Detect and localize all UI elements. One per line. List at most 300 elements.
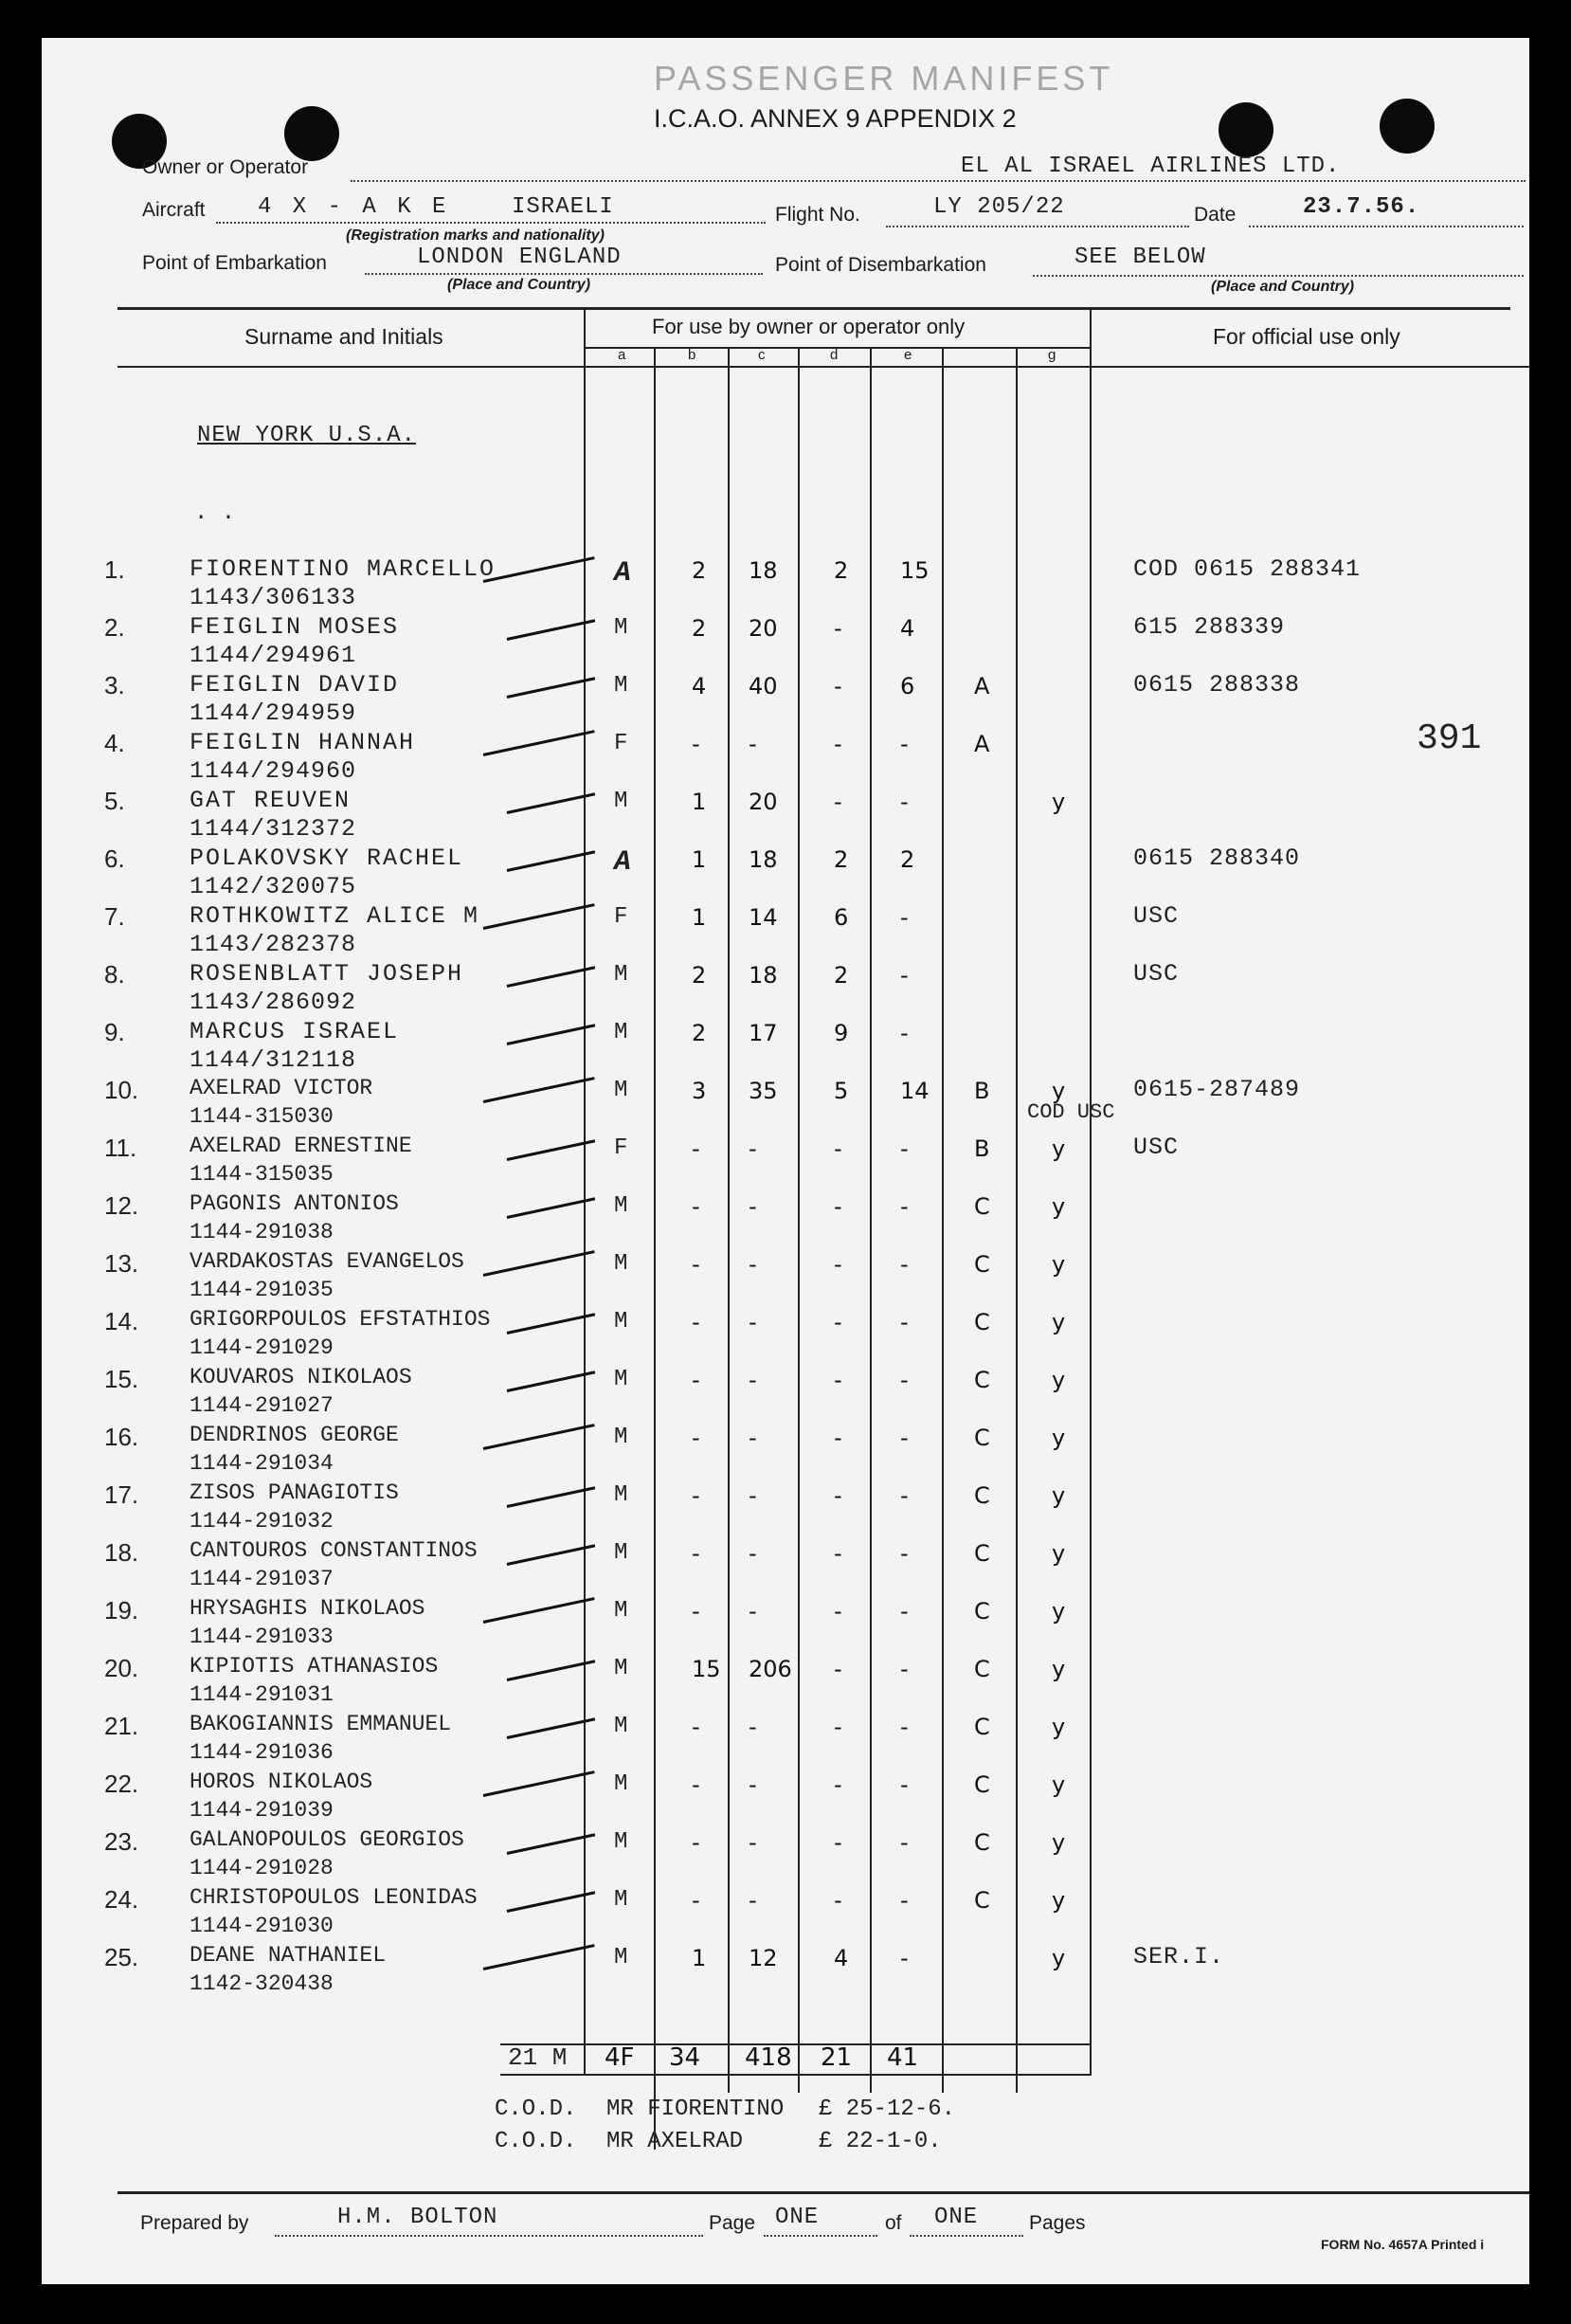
prepared-dotline [275, 2235, 703, 2237]
cell-col-g: y [1052, 1945, 1066, 1971]
cell-col-a: M [614, 1367, 628, 1392]
passenger-name: FEIGLIN HANNAH [190, 729, 416, 756]
table-header-rule [117, 366, 1529, 368]
official-note: SER.I. [1133, 1943, 1225, 1970]
cell-col-d: 6 [834, 904, 849, 931]
cell-col-a: M [614, 1656, 628, 1681]
cell-col-f: A [974, 673, 990, 699]
cell-col-g: y [1052, 1078, 1066, 1104]
destination-heading: NEW YORK U.S.A. [197, 423, 417, 448]
col-line-5 [870, 349, 872, 2093]
cell-col-b: 4 [692, 673, 707, 699]
cell-col-d: 9 [834, 1020, 849, 1046]
punch-hole-right-2 [1380, 99, 1435, 154]
cell-col-c: 20 [749, 789, 778, 815]
cell-col-a: F [614, 731, 628, 756]
cell-col-c: - [749, 1251, 757, 1278]
cell-col-c: 35 [749, 1078, 778, 1104]
cell-col-c: - [749, 731, 757, 757]
cell-col-g: y [1052, 789, 1066, 815]
cell-col-c: 14 [749, 904, 778, 931]
row-number: 13. [104, 1249, 139, 1278]
cell-col-e: - [900, 1771, 909, 1798]
subcol-letter: a [618, 347, 626, 363]
cell-col-d: - [834, 1887, 842, 1914]
passenger-name: HRYSAGHIS NIKOLAOS [190, 1596, 425, 1621]
row-number: 15. [104, 1365, 139, 1393]
passenger-ticket-id: 1144-291028 [190, 1856, 334, 1880]
cell-col-g: y [1052, 1887, 1066, 1914]
cell-col-g: y [1052, 1309, 1066, 1335]
passenger-ticket-id: 1144-315035 [190, 1162, 334, 1187]
cell-col-c: - [749, 1771, 757, 1798]
cell-col-g: y [1052, 1714, 1066, 1740]
cell-col-f: C [974, 1887, 990, 1914]
cell-col-g: y [1052, 1829, 1066, 1856]
passenger-name: FEIGLIN DAVID [190, 671, 400, 699]
cell-col-c: - [749, 1425, 757, 1451]
cell-col-a: M [614, 1771, 628, 1797]
date-value: 23.7.56. [1303, 194, 1420, 220]
cell-col-b: 2 [692, 962, 707, 989]
row-number: 11. [104, 1134, 137, 1162]
passenger-ticket-id: 1144/294960 [190, 757, 357, 785]
cell-col-c: - [749, 1540, 757, 1567]
cell-col-b: 1 [692, 846, 707, 873]
passenger-ticket-id: 1144-291029 [190, 1335, 334, 1360]
cell-col-b: - [692, 1540, 700, 1567]
row-number: 16. [104, 1423, 139, 1451]
disembarkation-dotline [1033, 275, 1524, 277]
cell-col-g: y [1052, 1771, 1066, 1798]
flight-number: LY 205/22 [933, 194, 1065, 220]
cell-col-d: - [834, 615, 842, 642]
row-number: 3. [104, 671, 125, 699]
table-top-rule [117, 307, 1510, 310]
total-col-c: 418 [745, 2043, 792, 2072]
cell-col-e: - [900, 1367, 909, 1393]
passenger-name: GAT REUVEN [190, 787, 352, 814]
cod-amount: £ 22-1-0. [819, 2129, 942, 2154]
col-line-1 [584, 309, 586, 2074]
cell-col-c: 40 [749, 673, 778, 699]
cell-col-b: - [692, 1135, 700, 1162]
passenger-ticket-id: 1144/312372 [190, 815, 357, 843]
cell-col-d: - [834, 673, 842, 699]
cell-col-d: 2 [834, 962, 849, 989]
passenger-ticket-id: 1144-291037 [190, 1567, 334, 1591]
subcol-letter: b [688, 347, 696, 363]
aircraft-registration: 4 X - A K E [258, 194, 450, 220]
cell-col-f: C [974, 1193, 990, 1220]
prepared-by-label: Prepared by [140, 2212, 249, 2234]
cell-col-d: - [834, 1540, 842, 1567]
prepared-by-value: H.M. BOLTON [337, 2205, 498, 2230]
cell-col-g: y [1052, 1135, 1066, 1162]
cell-col-e: - [900, 1598, 909, 1625]
passenger-name: KOUVAROS NIKOLAOS [190, 1365, 412, 1389]
row-number: 22. [104, 1770, 139, 1798]
passenger-ticket-id: 1144/312118 [190, 1046, 357, 1074]
cell-col-b: - [692, 1193, 700, 1220]
row-number: 8. [104, 960, 125, 989]
row-number: 21. [104, 1712, 139, 1740]
cell-col-e: - [900, 1482, 909, 1509]
place-note-left: (Place and Country) [447, 277, 591, 293]
subcol-letter: e [904, 347, 912, 363]
total-col-d: 21 [821, 2043, 853, 2072]
col-line-3 [728, 349, 730, 2093]
footer-rule [117, 2191, 1529, 2194]
cell-col-d: 5 [834, 1078, 849, 1104]
embarkation-label: Point of Embarkation [142, 252, 327, 274]
cell-col-c: 18 [749, 846, 778, 873]
cell-col-f: C [974, 1598, 990, 1625]
cell-col-d: - [834, 1771, 842, 1798]
cell-col-f: B [974, 1135, 990, 1162]
passenger-name: POLAKOVSKY RACHEL [190, 844, 464, 872]
cell-col-b: - [692, 1887, 700, 1914]
cell-col-e: - [900, 1020, 909, 1046]
passenger-ticket-id: 1144/294959 [190, 699, 357, 727]
cell-col-d: - [834, 1193, 842, 1220]
row-number: 14. [104, 1307, 139, 1335]
cell-col-b: - [692, 1598, 700, 1625]
cell-col-e: - [900, 1135, 909, 1162]
cell-col-a: M [614, 1020, 628, 1045]
passenger-ticket-id: 1144-291030 [190, 1914, 334, 1938]
cell-col-b: 2 [692, 615, 707, 642]
cell-col-b: - [692, 1829, 700, 1856]
row-number: 6. [104, 844, 125, 873]
cell-col-c: - [749, 1309, 757, 1335]
cell-col-c: 18 [749, 962, 778, 989]
cell-col-a: A [614, 557, 632, 590]
cell-col-e: - [900, 1656, 909, 1682]
passenger-ticket-id: 1144-291032 [190, 1509, 334, 1534]
of-label: of [885, 2212, 902, 2234]
cell-col-e: 6 [900, 673, 915, 699]
cell-col-b: 1 [692, 1945, 707, 1971]
owner-label: Owner or Operator [142, 156, 309, 178]
cell-col-c: - [749, 1714, 757, 1740]
of-dotline [910, 2235, 1023, 2237]
official-note: 0615 288338 [1133, 671, 1301, 699]
row-number: 24. [104, 1885, 139, 1914]
col-line-2 [654, 349, 656, 2150]
cell-col-b: - [692, 1771, 700, 1798]
cell-col-a: M [614, 962, 628, 988]
subcol-letter: d [830, 347, 839, 363]
passenger-ticket-id: 1144-315030 [190, 1104, 334, 1129]
passenger-ticket-id: 1143/286092 [190, 989, 357, 1016]
cell-col-e: - [900, 1309, 909, 1335]
form-title: PASSENGER MANIFEST [654, 59, 1114, 98]
aircraft-nationality: ISRAELI [512, 194, 614, 220]
cod-amount: £ 25-12-6. [819, 2097, 956, 2122]
cell-col-b: - [692, 1367, 700, 1393]
cell-col-c: - [749, 1598, 757, 1625]
cell-col-b: - [692, 1714, 700, 1740]
page-dotline [764, 2235, 877, 2237]
cell-col-d: - [834, 1482, 842, 1509]
official-note: USC [1133, 1134, 1180, 1161]
cell-col-a: M [614, 789, 628, 814]
cell-col-f: C [974, 1425, 990, 1451]
cell-col-b: 1 [692, 904, 707, 931]
cell-col-a: M [614, 1251, 628, 1277]
cell-col-c: 20 [749, 615, 778, 642]
cell-col-b: 2 [692, 1020, 707, 1046]
row-number: 17. [104, 1480, 139, 1509]
row-number: 18. [104, 1538, 139, 1567]
passenger-name: HOROS NIKOLAOS [190, 1770, 373, 1794]
cell-col-c: - [749, 1829, 757, 1856]
col-line-6 [942, 349, 944, 2093]
cell-col-d: 2 [834, 846, 849, 873]
page-value: ONE [775, 2205, 820, 2230]
cell-col-d: - [834, 1367, 842, 1393]
official-note: 0615 288340 [1133, 844, 1301, 872]
cell-col-a: M [614, 1829, 628, 1855]
cell-col-a: M [614, 1887, 628, 1913]
cell-col-a: F [614, 1135, 628, 1161]
form-subtitle: I.C.A.O. ANNEX 9 APPENDIX 2 [654, 104, 1017, 133]
cod-label: C.O.D. [495, 2097, 577, 2122]
page-label: Page [709, 2212, 756, 2234]
cod-name: MR AXELRAD [606, 2129, 744, 2154]
cell-col-d: - [834, 1598, 842, 1625]
total-col-b: 34 [669, 2043, 701, 2072]
cell-col-a: M [614, 1598, 628, 1624]
embarkation-dotline [365, 273, 763, 275]
punch-hole-left-2 [284, 106, 339, 161]
embarkation-value: LONDON ENGLAND [417, 245, 622, 270]
passenger-name: DENDRINOS GEORGE [190, 1423, 399, 1447]
row-number: 12. [104, 1191, 139, 1220]
cell-col-e: - [900, 731, 909, 757]
official-note-2: COD USC [1027, 1100, 1115, 1124]
cell-col-e: - [900, 1193, 909, 1220]
totals-bottom-rule [500, 2074, 1092, 2076]
passenger-ticket-id: 1144/294961 [190, 642, 357, 669]
cell-col-f: C [974, 1771, 990, 1798]
disembarkation-label: Point of Disembarkation [775, 254, 986, 276]
cell-col-g: y [1052, 1540, 1066, 1567]
passenger-name: ROSENBLATT JOSEPH [190, 960, 464, 988]
row-number: 9. [104, 1018, 125, 1046]
subcol-letter: g [1048, 347, 1056, 363]
cell-col-e: - [900, 1251, 909, 1278]
cell-col-b: 15 [692, 1656, 721, 1682]
passenger-ticket-id: 1142-320438 [190, 1971, 334, 1996]
row-number: 7. [104, 902, 125, 931]
cell-col-a: A [614, 846, 632, 879]
cell-col-d: - [834, 731, 842, 757]
passenger-ticket-id: 1143/282378 [190, 931, 357, 958]
col-header-owner: For use by owner or operator only [652, 315, 966, 338]
cell-col-c: 17 [749, 1020, 778, 1046]
row-number: 1. [104, 555, 125, 584]
passenger-ticket-id: 1144-291038 [190, 1220, 334, 1244]
cell-col-e: 15 [900, 557, 930, 584]
cell-col-a: M [614, 1945, 628, 1970]
cell-col-f: C [974, 1829, 990, 1856]
cell-col-f: C [974, 1251, 990, 1278]
registration-note: (Registration marks and nationality) [346, 227, 605, 244]
official-note: USC [1133, 960, 1180, 988]
total-col-e: 41 [887, 2043, 919, 2072]
cell-col-f: C [974, 1656, 990, 1682]
passenger-name: ROTHKOWITZ ALICE M [190, 902, 480, 930]
totals-top-rule [500, 2043, 1092, 2045]
cell-col-a: M [614, 1193, 628, 1219]
punch-hole-right-1 [1219, 102, 1273, 157]
cell-col-e: - [900, 789, 909, 815]
cell-col-b: 3 [692, 1078, 707, 1104]
cell-col-d: - [834, 1714, 842, 1740]
cell-col-a: M [614, 673, 628, 699]
col-header-name: Surname and Initials [244, 324, 443, 349]
cell-col-e: 2 [900, 846, 915, 873]
passenger-ticket-id: 1144-291033 [190, 1625, 334, 1649]
cell-col-b: 1 [692, 789, 707, 815]
date-label: Date [1194, 204, 1237, 226]
official-note: COD 0615 288341 [1133, 555, 1362, 583]
passenger-name: CHRISTOPOULOS LEONIDAS [190, 1885, 478, 1910]
passenger-name: VARDAKOSTAS EVANGELOS [190, 1249, 464, 1274]
passenger-ticket-id: 1144-291036 [190, 1740, 334, 1765]
of-value: ONE [934, 2205, 979, 2230]
cell-col-d: - [834, 1829, 842, 1856]
passenger-name: DEANE NATHANIEL [190, 1943, 387, 1968]
cell-col-b: - [692, 731, 700, 757]
passenger-name: KIPIOTIS ATHANASIOS [190, 1654, 439, 1679]
passenger-name: BAKOGIANNIS EMMANUEL [190, 1712, 452, 1736]
aircraft-dotline [216, 222, 766, 224]
cell-col-f: B [974, 1078, 990, 1104]
cell-col-f: C [974, 1482, 990, 1509]
cell-col-g: y [1052, 1367, 1066, 1393]
passenger-name: PAGONIS ANTONIOS [190, 1191, 399, 1216]
cell-col-d: - [834, 1656, 842, 1682]
cell-col-b: - [692, 1309, 700, 1335]
cell-col-a: M [614, 1482, 628, 1508]
official-note: 0615-287489 [1133, 1076, 1301, 1103]
total-male: 21 M [508, 2043, 568, 2072]
cell-col-g: y [1052, 1598, 1066, 1625]
cell-col-e: 14 [900, 1078, 930, 1104]
cell-col-g: y [1052, 1251, 1066, 1278]
col-line-8 [1090, 309, 1092, 2074]
cell-col-d: - [834, 1251, 842, 1278]
cell-col-e: - [900, 1540, 909, 1567]
cell-col-b: - [692, 1251, 700, 1278]
cell-col-a: M [614, 1540, 628, 1566]
col-line-4 [798, 349, 800, 2093]
col-header-official: For official use only [1213, 324, 1400, 349]
passenger-ticket-id: 1144-291034 [190, 1451, 334, 1476]
cell-col-e: - [900, 904, 909, 931]
cell-col-f: A [974, 731, 990, 757]
owner-dotline [351, 180, 1526, 182]
cell-col-d: - [834, 1309, 842, 1335]
cell-col-c: - [749, 1887, 757, 1914]
cell-col-c: 12 [749, 1945, 778, 1971]
passenger-name: GALANOPOULOS GEORGIOS [190, 1827, 464, 1852]
passenger-name: AXELRAD ERNESTINE [190, 1134, 412, 1158]
row-number: 19. [104, 1596, 139, 1625]
cell-col-f: C [974, 1367, 990, 1393]
cell-col-c: - [749, 1482, 757, 1509]
cell-col-c: - [749, 1135, 757, 1162]
passenger-name: ZISOS PANAGIOTIS [190, 1480, 399, 1505]
cell-col-g: y [1052, 1482, 1066, 1509]
subcol-letter: c [758, 347, 766, 363]
cell-col-f: C [974, 1309, 990, 1335]
cell-col-c: 18 [749, 557, 778, 584]
passenger-ticket-id: 1144-291027 [190, 1393, 334, 1418]
place-note-right: (Place and Country) [1211, 279, 1355, 295]
passenger-name: GRIGORPOULOS EFSTATHIOS [190, 1307, 491, 1332]
col-line-7 [1016, 349, 1018, 2093]
cell-col-d: 4 [834, 1945, 849, 1971]
cell-col-b: 2 [692, 557, 707, 584]
cell-col-e: - [900, 1945, 909, 1971]
row-number: 4. [104, 729, 125, 757]
passenger-ticket-id: 1144-291031 [190, 1682, 334, 1707]
disembarkation-value: SEE BELOW [1074, 245, 1206, 270]
cell-col-e: - [900, 962, 909, 989]
flight-dotline [886, 226, 1189, 227]
cell-col-a: M [614, 1309, 628, 1334]
cell-col-d: - [834, 1135, 842, 1162]
cell-col-c: - [749, 1367, 757, 1393]
total-col-a: 4F [605, 2043, 635, 2072]
cell-col-b: - [692, 1425, 700, 1451]
row-number: 25. [104, 1943, 139, 1971]
official-note: 615 288339 [1133, 613, 1286, 641]
cell-col-a: F [614, 904, 628, 930]
cell-col-e: - [900, 1714, 909, 1740]
cell-col-d: - [834, 1425, 842, 1451]
cell-col-e: - [900, 1887, 909, 1914]
passenger-name: AXELRAD VICTOR [190, 1076, 373, 1100]
cell-col-d: - [834, 789, 842, 815]
cell-col-a: M [614, 1714, 628, 1739]
cell-col-g: y [1052, 1193, 1066, 1220]
date-dotline [1249, 226, 1524, 227]
leader-dots: . . [194, 500, 236, 526]
owner-value: EL AL ISRAEL AIRLINES LTD. [961, 154, 1341, 179]
side-number: 391 [1417, 718, 1482, 759]
cod-label: C.O.D. [495, 2129, 577, 2154]
row-number: 23. [104, 1827, 139, 1856]
row-number: 20. [104, 1654, 139, 1682]
passenger-ticket-id: 1142/320075 [190, 873, 357, 900]
cell-col-c: 206 [749, 1656, 792, 1682]
official-note: USC [1133, 902, 1180, 930]
pages-label: Pages [1029, 2212, 1086, 2234]
passenger-name: FEIGLIN MOSES [190, 613, 400, 641]
cell-col-a: M [614, 615, 628, 641]
cell-col-g: y [1052, 1656, 1066, 1682]
form-number: FORM No. 4657A Printed i [1321, 2237, 1485, 2252]
cell-col-a: M [614, 1078, 628, 1103]
cod-name: MR FIORENTINO [606, 2097, 785, 2122]
passenger-ticket-id: 1143/306133 [190, 584, 357, 611]
cell-col-b: - [692, 1482, 700, 1509]
